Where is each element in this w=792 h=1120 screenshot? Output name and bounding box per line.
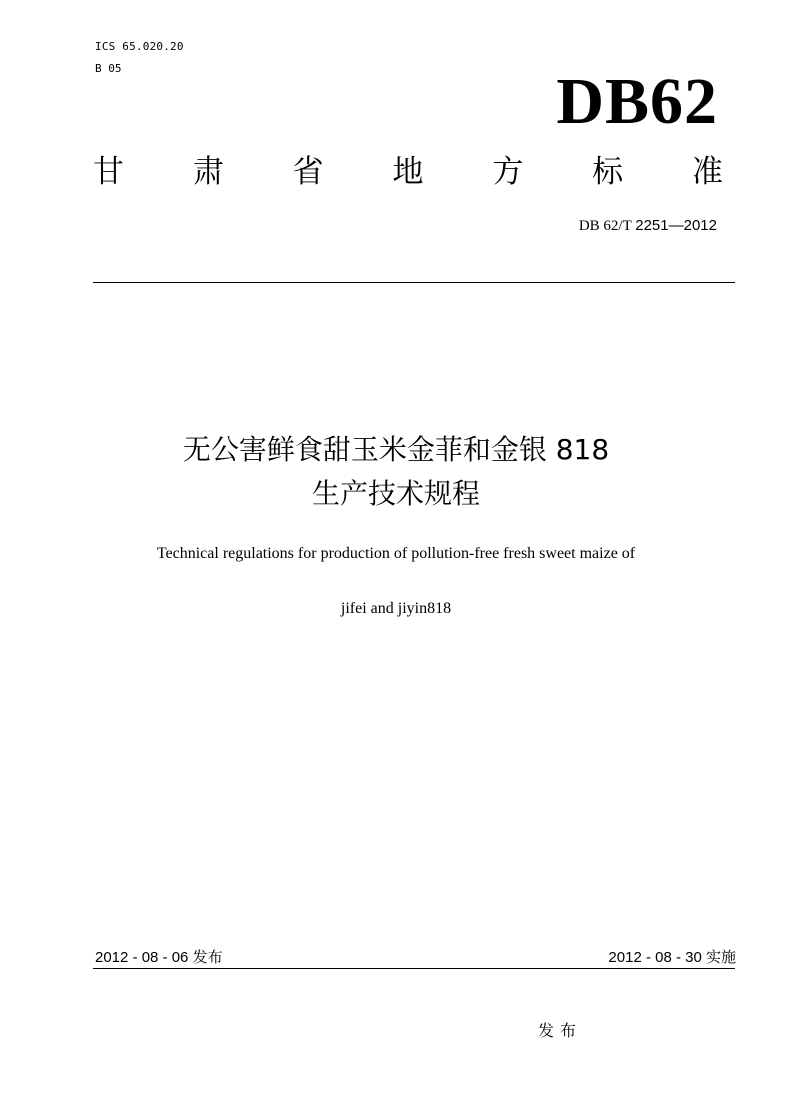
issue-date: 2012 - 08 - 06 发布: [95, 949, 223, 966]
standard-class-char: 标: [592, 154, 624, 190]
standard-class-char: 准: [691, 154, 723, 190]
standard-number: [420, 216, 717, 236]
ccs-code: B 05: [95, 62, 122, 75]
standard-class-char: 方: [492, 154, 524, 190]
standard-number-value: 2251—2012: [635, 217, 717, 234]
standard-logo: DB62: [556, 65, 718, 138]
standard-class-heading: [93, 152, 723, 192]
standard-number-prefix: DB 62/T: [578, 218, 636, 234]
footer-divider: [93, 968, 735, 969]
standard-class-char: 肃: [192, 154, 224, 190]
standard-class-char: 省: [292, 154, 324, 190]
standard-class-char: 地: [392, 154, 424, 190]
issuer-label: 发布: [537, 1021, 582, 1040]
standard-class-char: 甘: [93, 154, 124, 190]
header-divider: [93, 282, 735, 283]
title-en-line-1: Technical regulations for production of pollution-free fresh sweet maize of: [156, 545, 636, 562]
document-title-cn: [96, 428, 696, 516]
title-en-line-2: jifei and jiyin818: [340, 600, 452, 617]
title-cn-line-1: 无公害鲜食甜玉米金菲和金银 818: [182, 433, 610, 466]
ics-code: ICS 65.020.20: [95, 40, 184, 53]
title-cn-line-2: 生产技术规程: [311, 477, 480, 510]
implementation-date: 2012 - 08 - 30 实施: [608, 949, 736, 966]
